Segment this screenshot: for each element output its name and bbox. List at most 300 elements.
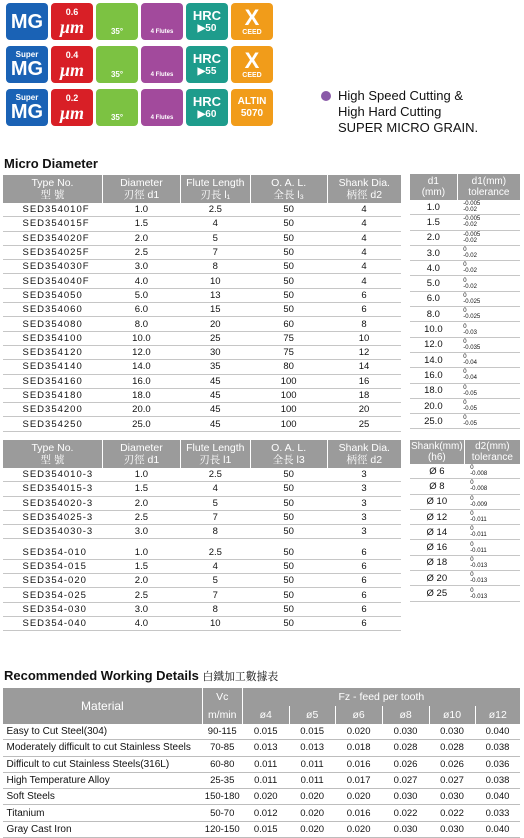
tolerance-values — [463, 293, 480, 305]
type-no-cell: SED354-025 — [3, 588, 103, 602]
table-row — [3, 789, 521, 805]
value-cell: 75 — [250, 345, 327, 359]
value-cell: 4 — [180, 559, 250, 573]
value-cell: 6 — [327, 574, 401, 588]
d1-tolerance-header: d1(mm) tolerance — [457, 174, 520, 200]
column-header-zh: 全長 l3 — [272, 454, 305, 466]
value-cell: 13 — [180, 288, 250, 302]
tolerance-lower: -0.02 — [463, 222, 477, 229]
tolerance-lower: -0.011 — [470, 517, 487, 524]
value-cell: 50 — [250, 217, 327, 231]
table-row — [3, 360, 402, 374]
size-cell: 2.0 — [410, 230, 458, 245]
type-no-cell: SED354020-3 — [3, 496, 103, 510]
tolerance-values — [470, 480, 487, 492]
table-row — [3, 468, 402, 482]
column-header — [327, 440, 401, 468]
tolerance-values — [463, 232, 480, 244]
value-cell: 50 — [250, 482, 327, 496]
value-cell: 50 — [250, 510, 327, 524]
tolerance-values — [463, 308, 480, 320]
table-row — [3, 740, 521, 756]
badge-row — [6, 3, 273, 40]
value-cell: 7 — [180, 588, 250, 602]
tolerance-upper: 0 — [470, 465, 474, 472]
feature-line-3: SUPER MICRO GRAIN. — [338, 120, 479, 135]
size-cell: 6.0 — [410, 291, 458, 306]
fz-cell: 0.016 — [335, 756, 382, 772]
value-cell: 1.5 — [102, 482, 180, 496]
fl-badge — [141, 3, 183, 40]
tolerance-cell — [457, 322, 520, 337]
type-no-cell: SED354160 — [3, 374, 103, 388]
tolerance-upper: 0 — [470, 556, 474, 563]
table-row — [410, 383, 521, 398]
table-header-row — [410, 440, 521, 464]
fz-cell: 0.040 — [475, 821, 520, 837]
table-row — [3, 231, 402, 245]
tolerance-lower: -0.02 — [463, 283, 477, 290]
tolerance-cell — [464, 494, 520, 509]
tolerance-upper: 0 — [463, 384, 467, 391]
column-header — [180, 440, 250, 468]
size-cell: 3.0 — [410, 245, 458, 260]
grain-size: 0.4 — [65, 49, 79, 60]
tolerance-upper: 0 — [463, 338, 467, 345]
value-cell: 3 — [327, 496, 401, 510]
coating-code: 5070 — [240, 107, 264, 119]
tolerance-cell — [464, 525, 520, 540]
value-cell: 4 — [327, 217, 401, 231]
diameter-header: ø5 — [289, 706, 335, 724]
value-cell: 2.0 — [102, 496, 180, 510]
size-cell: 1.5 — [410, 215, 458, 230]
column-header-zh: 全長 l₃ — [273, 189, 304, 201]
tolerance-lower: -0.04 — [463, 360, 477, 367]
value-cell: 1.5 — [102, 217, 180, 231]
value-cell: 8 — [180, 260, 250, 274]
table-row — [410, 245, 521, 260]
value-cell: 20.0 — [102, 403, 180, 417]
value-cell: 25 — [180, 331, 250, 345]
column-header-en: Shank Dia. — [338, 442, 390, 454]
column-header-zh: 刃長 l₁ — [200, 189, 231, 201]
table-row — [3, 756, 521, 772]
flutes-label: 4 Flutes — [150, 114, 174, 121]
fz-cell: 0.030 — [382, 789, 429, 805]
diameter-header: ø12 — [475, 706, 520, 724]
column-header-en: Shank Dia. — [338, 177, 390, 189]
tolerance-upper: 0 — [463, 277, 467, 284]
tolerance-values — [463, 247, 477, 259]
material-cell: Difficult to cut Stainless Steels(316L) — [3, 756, 203, 772]
um-badge — [51, 3, 93, 40]
tolerance-cell — [457, 368, 520, 383]
value-cell: 50 — [250, 203, 327, 217]
value-cell: 50 — [250, 602, 327, 616]
value-cell: 16 — [327, 374, 401, 388]
recommended-title-en: Recommended Working Details — [4, 668, 199, 683]
value-cell: 4.0 — [102, 616, 180, 630]
size-cell: 20.0 — [410, 398, 458, 413]
fz-cell: 0.013 — [289, 740, 335, 756]
table-row — [3, 331, 402, 345]
table-row — [410, 307, 521, 322]
size-cell: Ø 25 — [410, 586, 465, 601]
tolerance-upper: -0.005 — [463, 216, 481, 223]
tolerance-lower: -0.02 — [463, 253, 477, 260]
column-header — [180, 175, 250, 203]
fz-cell: 0.028 — [429, 740, 475, 756]
fz-cell: 0.016 — [335, 805, 382, 821]
micro-diameter-table — [2, 175, 401, 432]
column-header — [102, 440, 180, 468]
value-cell: 2.5 — [102, 588, 180, 602]
fz-cell: 0.020 — [289, 805, 335, 821]
table-row — [3, 374, 402, 388]
feature-line-1: High Speed Cutting & — [338, 88, 464, 103]
table-row — [410, 479, 521, 494]
diameter-header: ø6 — [335, 706, 382, 724]
vc-cell: 25-35 — [202, 772, 242, 788]
table-row — [3, 616, 402, 630]
table-row — [3, 260, 402, 274]
tolerance-lower: -0.013 — [470, 562, 488, 569]
value-cell: 10 — [327, 331, 401, 345]
table-row — [3, 245, 402, 259]
value-cell: 3 — [327, 468, 401, 482]
column-header — [102, 175, 180, 203]
type-no-cell: SED354180 — [3, 388, 103, 402]
tolerance-cell — [464, 479, 520, 494]
table-row — [410, 352, 521, 367]
flutes-label: 4 Flutes — [150, 71, 174, 78]
vc-header: Vc — [202, 688, 242, 706]
hrc-value: ▶55 — [197, 66, 217, 77]
value-cell: 100 — [250, 388, 327, 402]
type-no-cell: SED354015F — [3, 217, 103, 231]
tolerance-upper: 0 — [463, 399, 467, 406]
fz-cell: 0.012 — [242, 805, 289, 821]
value-cell: 6 — [327, 303, 401, 317]
value-cell: 100 — [250, 417, 327, 431]
table-row — [3, 821, 521, 837]
tolerance-lower: -0.025 — [463, 314, 481, 321]
type-no-cell: SED354025F — [3, 245, 103, 259]
column-header-en: Type No. — [31, 177, 74, 189]
diameter-header: ø8 — [382, 706, 429, 724]
value-cell: 2.5 — [180, 545, 250, 559]
tolerance-cell — [457, 337, 520, 352]
hrc-badge — [186, 3, 228, 40]
grain-size: 0.2 — [65, 92, 79, 103]
column-header-en: Flute Length — [186, 442, 245, 454]
feature-description — [321, 88, 478, 136]
value-cell: 6 — [327, 616, 401, 630]
value-cell: 25 — [327, 417, 401, 431]
value-cell: 20 — [180, 317, 250, 331]
type-no-cell: SED354015-3 — [3, 482, 103, 496]
tolerance-upper: 0 — [463, 415, 467, 422]
material-cell: Easy to Cut Steel(304) — [3, 724, 203, 740]
tolerance-lower: -0.05 — [463, 405, 477, 412]
hrc-label: HRC — [192, 8, 222, 23]
recommended-title-zh: 白鐵加工數據表 — [202, 671, 279, 683]
value-cell: 1.0 — [102, 468, 180, 482]
grain-unit: μm — [59, 59, 84, 80]
table-row — [410, 322, 521, 337]
table-row — [3, 345, 402, 359]
feature-badges — [6, 3, 273, 132]
tolerance-upper: 0 — [470, 572, 474, 579]
value-cell: 3.0 — [102, 260, 180, 274]
column-header-en: Type No. — [31, 442, 74, 454]
section-title-recommended — [4, 668, 278, 684]
size-cell: Ø 10 — [410, 494, 465, 509]
column-header-en: Diameter — [120, 442, 163, 454]
value-cell: 1.0 — [102, 545, 180, 559]
value-cell: 4 — [327, 231, 401, 245]
grain-unit: μm — [59, 16, 84, 37]
vc-cell: 90-115 — [202, 724, 242, 740]
tolerance-values — [463, 216, 480, 228]
tolerance-lower: -0.009 — [470, 501, 488, 508]
table-row — [3, 317, 402, 331]
size-cell: 10.0 — [410, 322, 458, 337]
d1-header: d1 (mm) — [410, 174, 458, 200]
value-cell: 10 — [180, 274, 250, 288]
value-cell: 7 — [180, 510, 250, 524]
tolerance-values — [470, 572, 487, 584]
type-no-cell: SED354-040 — [3, 616, 103, 630]
value-cell: 15 — [180, 303, 250, 317]
size-cell: Ø 18 — [410, 555, 465, 570]
size-cell: 14.0 — [410, 352, 458, 367]
table-row — [3, 525, 402, 539]
tolerance-cell — [457, 291, 520, 306]
recommended-working-table — [2, 688, 520, 838]
value-cell: 1.0 — [102, 203, 180, 217]
value-cell: 2.0 — [102, 574, 180, 588]
table-row — [3, 203, 402, 217]
value-cell: 4 — [327, 274, 401, 288]
vc-cell: 70-85 — [202, 740, 242, 756]
tolerance-values — [463, 201, 480, 213]
fz-cell: 0.020 — [289, 789, 335, 805]
tolerance-upper: 0 — [470, 480, 474, 487]
value-cell: 10.0 — [102, 331, 180, 345]
column-header — [3, 175, 103, 203]
badge-row — [6, 46, 273, 83]
value-cell: 5 — [180, 574, 250, 588]
tolerance-values — [463, 324, 477, 336]
fz-cell: 0.036 — [475, 756, 520, 772]
value-cell: 50 — [250, 260, 327, 274]
d1-tolerance-table — [409, 174, 520, 429]
tolerance-cell — [464, 586, 520, 601]
flutes-label: 4 Flutes — [150, 28, 174, 35]
tolerance-lower: -0.03 — [463, 329, 477, 336]
tolerance-lower: -0.013 — [470, 593, 488, 600]
fz-cell: 0.026 — [382, 756, 429, 772]
fz-cell: 0.033 — [475, 805, 520, 821]
table-row — [3, 417, 402, 431]
ang-badge — [96, 89, 138, 126]
value-cell: 4 — [180, 482, 250, 496]
tolerance-lower: -0.05 — [463, 390, 477, 397]
material-header: Material — [3, 688, 203, 724]
value-cell: 20 — [327, 403, 401, 417]
value-cell: 50 — [250, 545, 327, 559]
ang-badge — [96, 46, 138, 83]
type-no-cell: SED354200 — [3, 403, 103, 417]
tolerance-upper: 0 — [470, 541, 474, 548]
tolerance-cell — [464, 509, 520, 524]
tolerance-cell — [464, 571, 520, 586]
hrc-label: HRC — [192, 94, 222, 109]
tolerance-upper: -0.005 — [463, 201, 481, 208]
shank-header: Shank(mm) (h6) — [411, 441, 463, 463]
value-cell: 45 — [180, 403, 250, 417]
alt-badge — [231, 89, 273, 126]
coating-name: CEED — [242, 29, 262, 36]
value-cell: 60 — [250, 317, 327, 331]
table-row — [410, 586, 521, 601]
value-cell: 50 — [250, 288, 327, 302]
value-cell: 16.0 — [102, 374, 180, 388]
fz-cell: 0.020 — [242, 789, 289, 805]
size-cell: Ø 16 — [410, 540, 465, 555]
table-row — [410, 525, 521, 540]
badge-row — [6, 89, 273, 126]
table-row — [410, 291, 521, 306]
type-no-cell: SED354020F — [3, 231, 103, 245]
table-row — [410, 215, 521, 230]
value-cell: 4 — [180, 217, 250, 231]
type-no-cell: SED354-030 — [3, 602, 103, 616]
column-header — [250, 440, 327, 468]
size-cell: 4.0 — [410, 261, 458, 276]
column-header — [327, 175, 401, 203]
value-cell: 80 — [250, 360, 327, 374]
tolerance-cell — [457, 352, 520, 367]
tolerance-cell — [457, 398, 520, 413]
diameter-header: ø4 — [242, 706, 289, 724]
material-cell: Soft Steels — [3, 789, 203, 805]
value-cell: 12.0 — [102, 345, 180, 359]
value-cell: 50 — [250, 496, 327, 510]
tolerance-lower: -0.02 — [463, 207, 477, 214]
fz-cell: 0.027 — [382, 772, 429, 788]
tolerance-upper: 0 — [463, 292, 467, 299]
helix-angle: 35° — [110, 26, 124, 36]
fz-cell: 0.030 — [429, 821, 475, 837]
tolerance-upper: 0 — [470, 526, 474, 533]
table-row — [410, 398, 521, 413]
column-header — [3, 440, 103, 468]
value-cell: 50 — [250, 616, 327, 630]
type-no-cell: SED354060 — [3, 303, 103, 317]
type-no-cell: SED354050 — [3, 288, 103, 302]
table-row — [3, 588, 402, 602]
vc-cell: 150-180 — [202, 789, 242, 805]
table-row — [3, 274, 402, 288]
x-badge — [231, 3, 273, 40]
shank-tolerance-table — [409, 440, 520, 602]
helix-angle: 35° — [110, 69, 124, 79]
value-cell: 3.0 — [102, 602, 180, 616]
fz-cell: 0.038 — [475, 740, 520, 756]
value-cell: 2.5 — [102, 245, 180, 259]
fz-cell: 0.030 — [429, 724, 475, 740]
type-no-cell: SED354030-3 — [3, 525, 103, 539]
value-cell: 14.0 — [102, 360, 180, 374]
tolerance-cell — [464, 540, 520, 555]
tolerance-lower: -0.013 — [470, 578, 488, 585]
value-cell: 50 — [250, 303, 327, 317]
um-badge — [51, 89, 93, 126]
vc-cell: 120-150 — [202, 821, 242, 837]
table-row — [3, 602, 402, 616]
value-cell: 8 — [327, 317, 401, 331]
value-cell: 5 — [180, 496, 250, 510]
value-cell: 4 — [327, 203, 401, 217]
tolerance-values — [470, 465, 487, 477]
diameter-header: ø10 — [429, 706, 475, 724]
fz-cell: 0.011 — [242, 772, 289, 788]
value-cell: 50 — [250, 231, 327, 245]
size-cell: Ø 8 — [410, 479, 465, 494]
material-cell: Moderately difficult to cut Stainless Steels — [3, 740, 203, 756]
mg-badge — [6, 46, 48, 83]
tolerance-lower: -0.05 — [463, 421, 477, 428]
column-header-en: Diameter — [120, 177, 163, 189]
value-cell: 100 — [250, 403, 327, 417]
table-row — [3, 510, 402, 524]
value-cell: 6 — [327, 588, 401, 602]
table-row — [3, 772, 521, 788]
size-cell: Ø 6 — [410, 464, 465, 479]
grain-unit: μm — [59, 102, 84, 123]
material-cell: Titanium — [3, 805, 203, 821]
table-row — [410, 200, 521, 215]
tolerance-values — [470, 588, 487, 600]
size-cell: 25.0 — [410, 414, 458, 429]
tolerance-values — [463, 385, 477, 397]
fz-cell: 0.011 — [242, 756, 289, 772]
type-no-cell: SED354010F — [3, 203, 103, 217]
table-row — [3, 574, 402, 588]
type-no-cell: SED354250 — [3, 417, 103, 431]
value-cell: 3 — [327, 482, 401, 496]
material-cell: Gray Cast Iron — [3, 821, 203, 837]
type-no-cell: SED354-020 — [3, 574, 103, 588]
coating-x: X — [244, 5, 260, 30]
fz-cell: 0.030 — [382, 821, 429, 837]
fz-cell: 0.020 — [335, 821, 382, 837]
value-cell: 25.0 — [102, 417, 180, 431]
table-row — [410, 509, 521, 524]
fl-badge — [141, 89, 183, 126]
fz-cell: 0.030 — [382, 724, 429, 740]
tolerance-cell — [457, 276, 520, 291]
fz-header: Fz - feed per tooth — [242, 688, 520, 706]
tolerance-lower: -0.02 — [463, 268, 477, 275]
table-row — [410, 414, 521, 429]
tolerance-values — [463, 400, 477, 412]
tolerance-cell — [464, 555, 520, 570]
coating-x: X — [244, 48, 260, 73]
